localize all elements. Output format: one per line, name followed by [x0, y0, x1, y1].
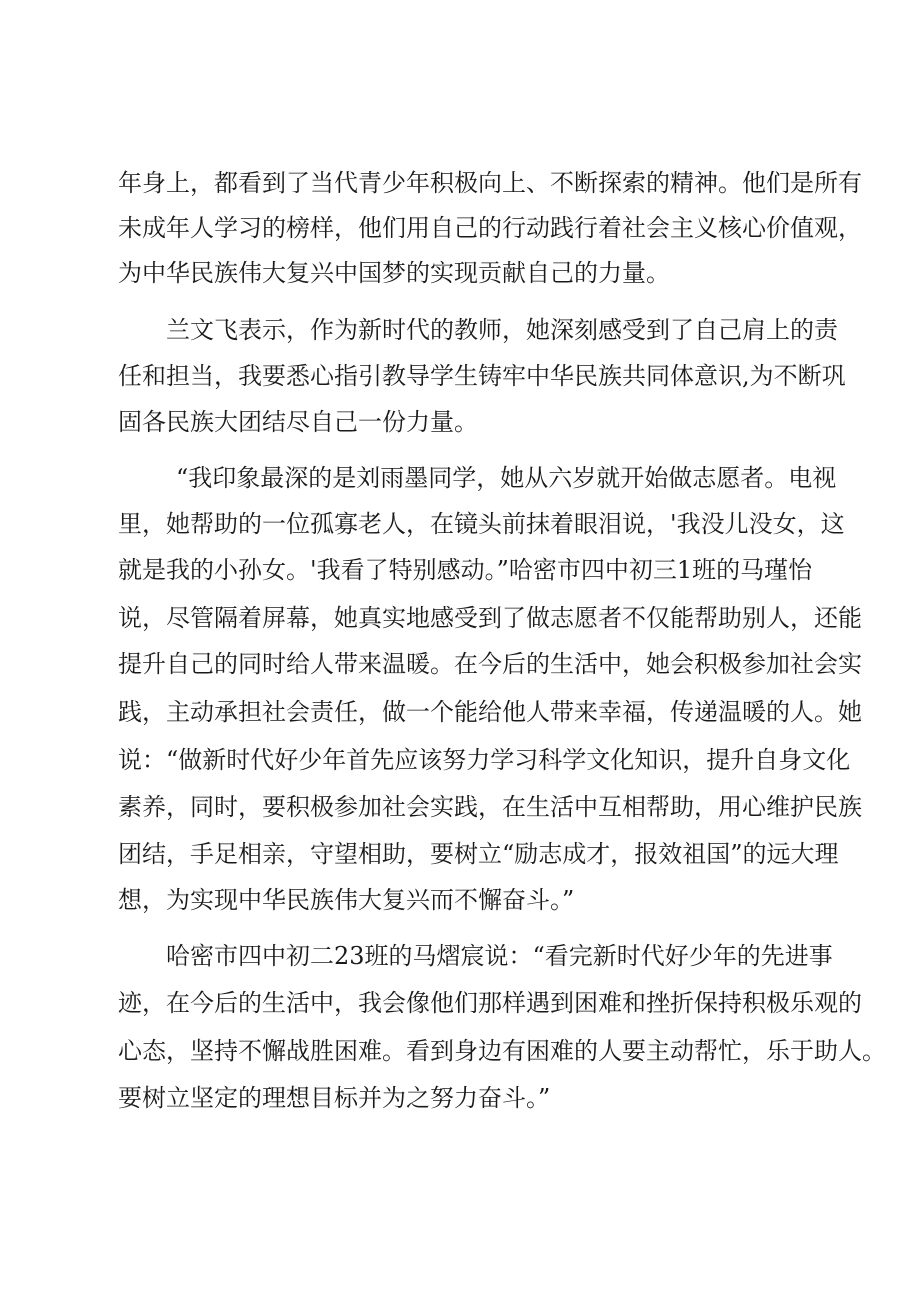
paragraph-3-line-7: 说：“做新时代好少年首先应该努力学习科学文化知识，提升自身文化 [118, 746, 851, 774]
paragraph-3-line-1: “我印象最深的是刘雨墨同学，她从六岁就开始做志愿者。电视 [176, 464, 837, 492]
paragraph-2-line-3: 固各民族大团结尽自己一份力量。 [118, 408, 478, 436]
paragraph-1-line-2: 未成年人学习的榜样，他们用自己的行动践行着社会主义核心价值观， [118, 214, 862, 242]
paragraph-3-line-8: 素养，同时，要积极参加社会实践，在生活中互相帮助，用心维护民族 [118, 793, 862, 821]
paragraph-4-line-4: 要树立坚定的理想目标并为之努力奋斗。” [118, 1084, 551, 1112]
paragraph-2-line-2: 任和担当，我要悉心指引教导学生铸牢中华民族共同体意识,为不断巩 [118, 362, 846, 390]
paragraph-4-line-1: 哈密市四中初二23班的马熠宸说：“看完新时代好少年的先进事 [166, 942, 833, 970]
paragraph-3-line-3: 就是我的小孙女。'我看了特别感动。”哈密市四中初三1班的马瑾怡 [118, 556, 813, 584]
paragraph-3-line-4: 说，尽管隔着屏幕，她真实地感受到了做志愿者不仅能帮助别人，还能 [118, 604, 862, 632]
paragraph-1-line-1: 年身上，都看到了当代青少年积极向上、不断探索的精神。他们是所有 [118, 169, 862, 197]
paragraph-3-line-2: 里，她帮助的一位孤寡老人，在镜头前抹着眼泪说，'我没儿没女，这 [118, 510, 845, 538]
paragraph-4-line-3: 心态，坚持不懈战胜困难。看到身边有困难的人要主动帮忙，乐于助人。 [118, 1037, 886, 1065]
paragraph-3-line-9: 团结，手足相亲，守望相助，要树立“励志成才，报效祖国”的远大理 [118, 840, 839, 868]
paragraph-4-line-2: 迹，在今后的生活中，我会像他们那样遇到困难和挫折保持积极乐观的 [118, 989, 862, 1017]
paragraph-3-line-10: 想，为实现中华民族伟大复兴而不懈奋斗。” [118, 886, 575, 914]
paragraph-2-line-1: 兰文飞表示，作为新时代的教师，她深刻感受到了自己肩上的责 [166, 316, 838, 344]
paragraph-3-line-6: 践，主动承担社会责任，做一个能给他人带来幸福，传递温暖的人。她 [118, 698, 862, 726]
paragraph-1-line-3: 为中华民族伟大复兴中国梦的实现贡献自己的力量。 [118, 259, 670, 287]
paragraph-3-line-5: 提升自己的同时给人带来温暖。在今后的生活中，她会积极参加社会实 [118, 650, 862, 678]
